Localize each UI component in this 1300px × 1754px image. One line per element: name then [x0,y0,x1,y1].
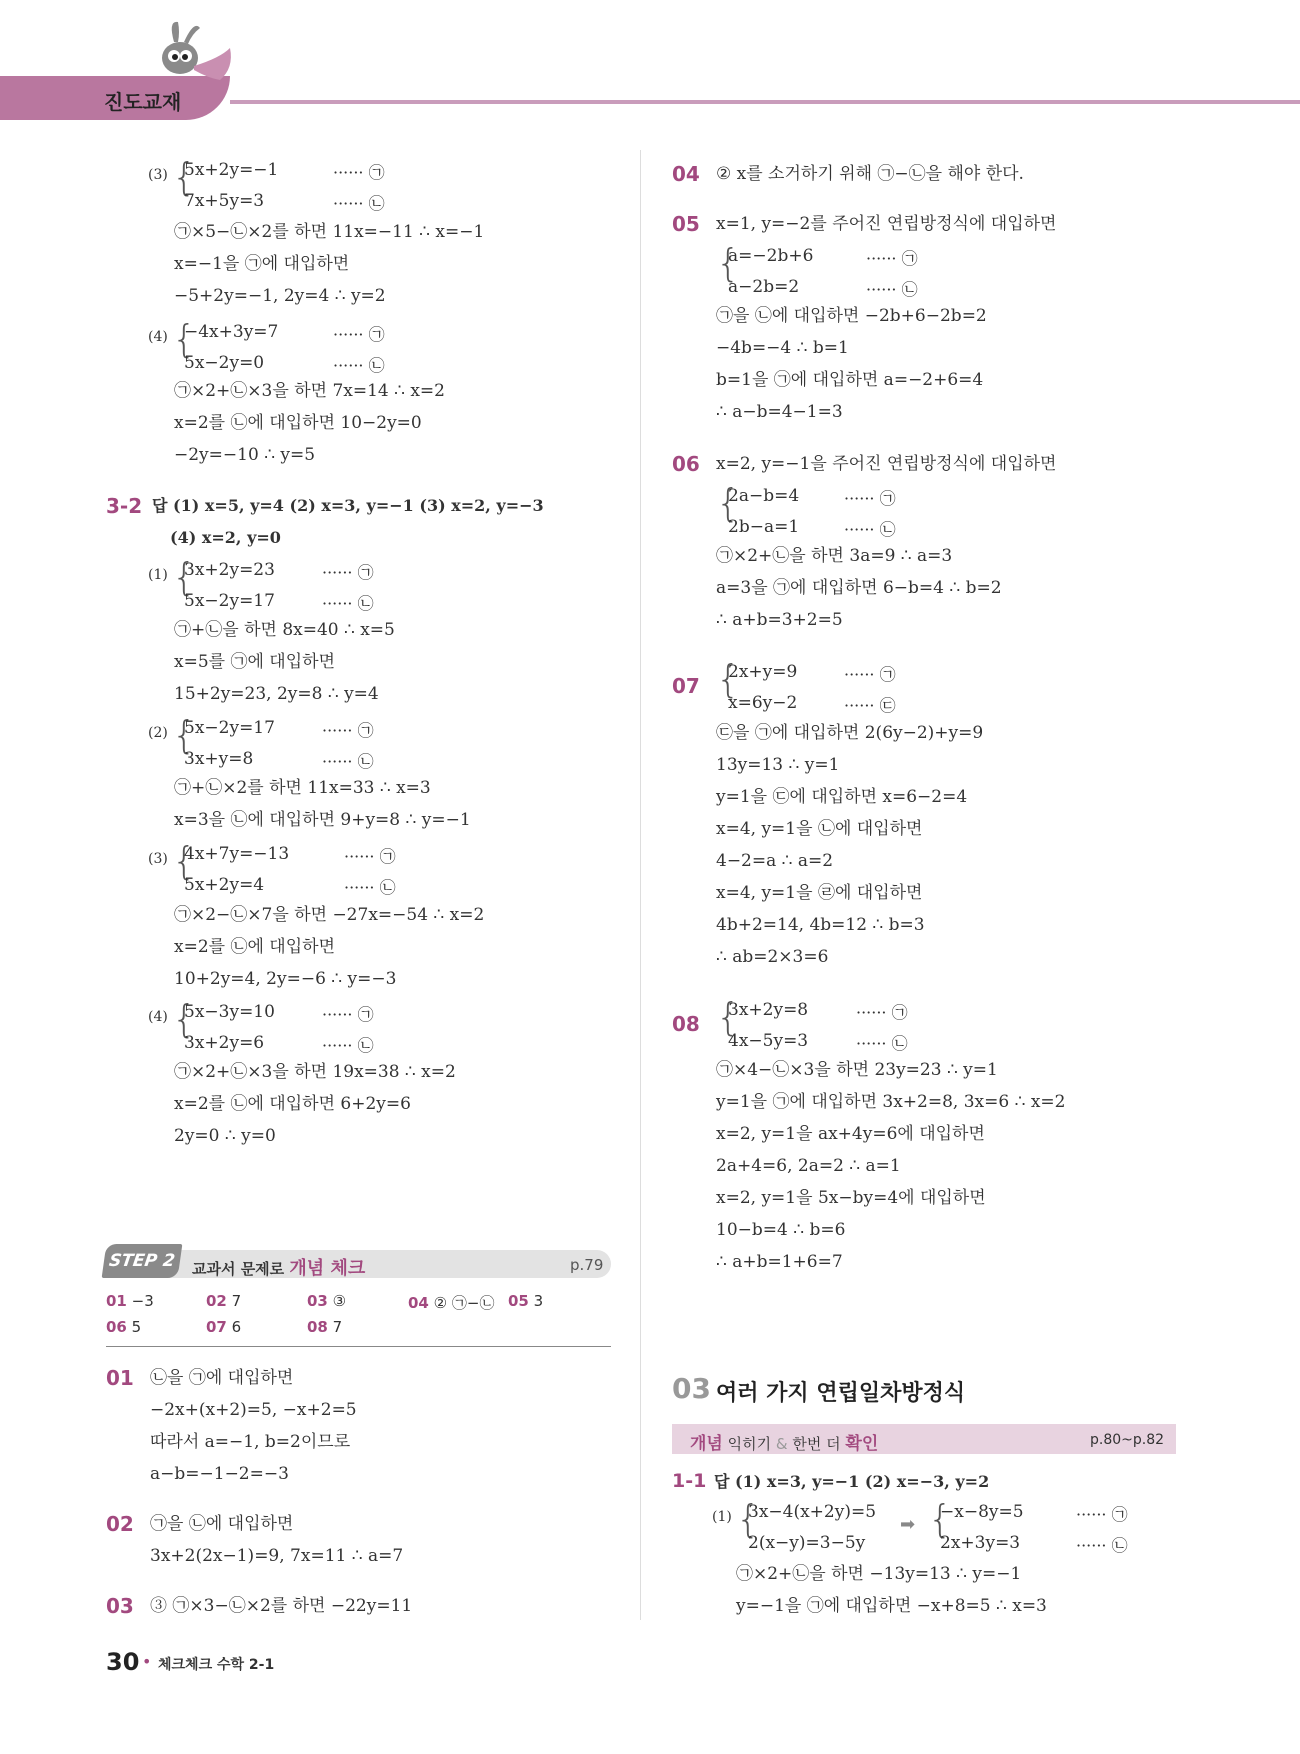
solution-line: ㉠을 ㉡에 대입하면 −2b+6−2b=2 [716,306,987,326]
equation: 5x+2y=−1 [184,160,279,180]
answer-key-value: 3 [533,1292,544,1310]
equation: 7x+5y=3 [184,191,265,211]
equation-tag: ······ ㉡ [1076,1536,1128,1555]
equation: 5x−3y=10 [184,1002,275,1022]
problem-number: 3-2 [106,494,143,518]
solution-line: x=2, y=−1을 주어진 연립방정식에 대입하면 [716,454,1057,474]
solution-line: ㉠을 ㉡에 대입하면 [150,1514,294,1534]
item-label: (3) [148,167,168,183]
answer-line: 답 (1) x=5, y=4 (2) x=3, y=−1 (3) x=2, y=−3 [152,496,544,515]
equation-tag: ······ ㉡ [322,594,374,613]
solution-line: −2x+(x+2)=5, −x+2=5 [150,1400,357,1420]
solution-line: x=2를 ㉡에 대입하면 [174,937,335,957]
item-label: (2) [148,725,168,741]
item-label: (1) [712,1509,732,1525]
answer-key-row [206,1318,241,1336]
concept-text: 익히기 [727,1435,772,1453]
solution-line: −4b=−4 ∴ b=1 [716,338,849,358]
solution-line: 2a+4=6, 2a=2 ∴ a=1 [716,1156,901,1176]
step2-title-highlight: 개념 체크 [289,1258,366,1279]
left-brace: { [172,317,197,361]
concept-page-ref: p.80~p.82 [1090,1432,1165,1448]
solution-line: x=2, y=1을 ax+4y=6에 대입하면 [716,1124,985,1144]
equation: 3x+2y=23 [184,560,275,580]
solution-line: 4−2=a ∴ a=2 [716,851,834,871]
equation: −4x+3y=7 [184,322,279,342]
concept-amp: & [775,1435,788,1453]
item-label: (4) [148,329,168,345]
answer-key-value: 7 [231,1292,242,1310]
item-label: (3) [148,851,168,867]
answer-key-number: 03 [307,1292,328,1310]
equation: 4x+7y=−13 [184,844,290,864]
equation-tag: ······ ㉠ [844,665,896,684]
solution-line: x=1, y=−2를 주어진 연립방정식에 대입하면 [716,214,1057,234]
step2-title-prefix: 교과서 문제로 [192,1260,285,1278]
equation: x=6y−2 [728,693,798,713]
left-brace: { [172,997,197,1041]
equation: 2x+y=9 [728,662,798,682]
answer-key-value: 7 [332,1318,343,1336]
equation-tag: ······ ㉡ [333,356,385,375]
solution-line: 2y=0 ∴ y=0 [174,1126,276,1146]
answer-key-number: 07 [206,1318,227,1336]
equation-tag: ······ ㉠ [1076,1505,1128,1524]
equation: 2x+3y=3 [940,1533,1021,1553]
equation-tag: ······ ㉠ [344,847,396,866]
answer-key-number: 06 [106,1318,127,1336]
page-number: 30 [106,1648,140,1676]
equation: 5x−2y=17 [184,718,275,738]
solution-line: ㉠+㉡을 하면 8x=40 ∴ x=5 [174,620,395,640]
solution-line: ② x를 소거하기 위해 ㉠−㉡을 해야 한다. [716,164,1024,184]
answer-key-rule [106,1346,611,1347]
solution-line: 13y=13 ∴ y=1 [716,755,840,775]
equation-tag: ······ ㉠ [866,249,918,268]
equation: 5x−2y=0 [184,353,265,373]
concept-bar-title [690,1429,878,1454]
problem-number: 02 [106,1512,134,1536]
solution-line: ㉢을 ㉠에 대입하면 2(6y−2)+y=9 [716,723,984,743]
solution-line: y=−1을 ㉠에 대입하면 −x+8=5 ∴ x=3 [736,1596,1047,1616]
left-brace: { [716,241,741,285]
solution-line: x=2를 ㉡에 대입하면 10−2y=0 [174,413,422,433]
solution-line: 10+2y=4, 2y=−6 ∴ y=−3 [174,969,397,989]
equation-tag: ······ ㉠ [322,1005,374,1024]
solution-line: x=2, y=1을 5x−by=4에 대입하면 [716,1188,986,1208]
answer-key-value: −3 [131,1292,154,1310]
answer-key-number: 04 [408,1294,429,1312]
left-brace: { [716,657,741,701]
problem-number: 08 [672,1012,700,1036]
equation-tag: ······ ㉡ [322,752,374,771]
solution-line: −2y=−10 ∴ y=5 [174,445,316,465]
equation-tag: ······ ㉠ [322,721,374,740]
equation-tag: ······ ㉢ [844,696,896,715]
solution-line: b=1을 ㉠에 대입하면 a=−2+6=4 [716,370,984,390]
equation: a−2b=2 [728,277,800,297]
equation: a=−2b+6 [728,246,814,266]
problem-number: 06 [672,452,700,476]
solution-line: x=−1을 ㉠에 대입하면 [174,254,350,274]
step2-page-ref: p.79 [570,1256,604,1274]
concept-highlight: 개념 [690,1434,723,1454]
solution-line: x=2를 ㉡에 대입하면 6+2y=6 [174,1094,411,1114]
equation-tag: ······ ㉡ [344,878,396,897]
equation-tag: ······ ㉡ [322,1036,374,1055]
equation-tag: ······ ㉠ [844,489,896,508]
solution-line: ㉠×5−㉡×2를 하면 11x=−11 ∴ x=−1 [174,222,485,242]
solution-line: ∴ a+b=1+6=7 [716,1252,843,1272]
answer-key-row [106,1318,141,1336]
problem-number: 07 [672,674,700,698]
step2-badge: STEP 2 [102,1244,183,1278]
section-title: 여러 가지 연립일차방정식 [716,1381,966,1406]
answer-key-value: 6 [231,1318,242,1336]
answer-key-row [106,1292,154,1310]
solution-line: y=1을 ㉠에 대입하면 3x+2=8, 3x=6 ∴ x=2 [716,1092,1066,1112]
book-title: 체크체크 수학 2-1 [158,1657,275,1673]
equation-tag: ······ ㉠ [322,563,374,582]
equation: 3x+2y=8 [728,1000,809,1020]
answer-key-number: 08 [307,1318,328,1336]
solution-line: ㉡을 ㉠에 대입하면 [150,1368,294,1388]
answer-key-row [508,1292,543,1310]
left-brace: { [716,481,741,525]
solution-line: ㉠×2+㉡을 하면 −13y=13 ∴ y=−1 [736,1564,1022,1584]
solution-line: 10−b=4 ∴ b=6 [716,1220,846,1240]
answer-line: 답 (1) x=3, y=−1 (2) x=−3, y=2 [714,1472,990,1491]
step2-title [192,1254,365,1280]
column-divider [640,150,641,1620]
answer-key-value: ② ㉠−㉡ [433,1294,495,1312]
answer-key-row [307,1318,342,1336]
equation: 4x−5y=3 [728,1031,809,1051]
equation: 3x+y=8 [184,749,254,769]
problem-number: 03 [106,1594,134,1618]
left-brace: { [716,995,741,1039]
solution-line: ∴ ab=2×3=6 [716,947,829,967]
equation-tag: ······ ㉡ [333,194,385,213]
equation-tag: ······ ㉡ [866,280,918,299]
section-number: 03 [672,1372,711,1405]
left-brace: { [172,839,197,883]
solution-line: −5+2y=−1, 2y=4 ∴ y=2 [174,286,386,306]
equation: 3x+2y=6 [184,1033,265,1053]
solution-line: 4b+2=14, 4b=12 ∴ b=3 [716,915,925,935]
rabbit-mascot-icon [150,18,240,88]
concept-text: 한번 더 [792,1435,841,1453]
equation: 2(x−y)=3−5y [748,1533,866,1553]
equation-tag: ······ ㉠ [856,1003,908,1022]
solution-line: 15+2y=23, 2y=8 ∴ y=4 [174,684,379,704]
solution-line: x=5를 ㉠에 대입하면 [174,652,335,672]
equation: 2a−b=4 [728,486,800,506]
solution-line: ㉠×2+㉡을 하면 3a=9 ∴ a=3 [716,546,953,566]
equation: 3x−4(x+2y)=5 [748,1502,877,1522]
item-label: (4) [148,1009,168,1025]
equation: 5x−2y=17 [184,591,275,611]
concept-highlight: 확인 [845,1434,879,1454]
solution-line: x=4, y=1을 ㉡에 대입하면 [716,819,923,839]
arrow-right-icon: ➡ [900,1514,916,1535]
solution-line: a−b=−1−2=−3 [150,1464,289,1484]
chapter-tab-label: 진도교재 [104,90,182,114]
solution-line: 3x+2(2x−1)=9, 7x=11 ∴ a=7 [150,1546,404,1566]
item-label: (1) [148,567,168,583]
solution-line: ㉠×2+㉡×3을 하면 7x=14 ∴ x=2 [174,381,445,401]
solution-line: x=3을 ㉡에 대입하면 9+y=8 ∴ y=−1 [174,810,471,830]
solution-line: ㉠×2+㉡×3을 하면 19x=38 ∴ x=2 [174,1062,456,1082]
answer-key-number: 02 [206,1292,227,1310]
left-brace: { [172,713,197,757]
header-rule [230,100,1300,104]
equation-tag: ······ ㉡ [856,1034,908,1053]
left-brace: { [172,155,197,199]
answer-key-value: ③ [332,1292,347,1310]
equation: 5x+2y=4 [184,875,265,895]
left-brace: { [736,1497,761,1541]
solution-line: ③ ㉠×3−㉡×2를 하면 −22y=11 [150,1596,413,1616]
answer-key-row [408,1292,494,1313]
solution-line: x=4, y=1을 ㉣에 대입하면 [716,883,923,903]
answer-key-value: 5 [131,1318,142,1336]
footer-bullet: • [142,1652,152,1671]
solution-line: ㉠×4−㉡×3을 하면 23y=23 ∴ y=1 [716,1060,998,1080]
left-brace: { [172,555,197,599]
solution-line: a=3을 ㉠에 대입하면 6−b=4 ∴ b=2 [716,578,1002,598]
answer-key-row [206,1292,241,1310]
equation-tag: ······ ㉠ [333,163,385,182]
solution-line: 따라서 a=−1, b=2이므로 [150,1432,351,1452]
equation-tag: ······ ㉡ [844,520,896,539]
left-brace: { [928,1497,953,1541]
answer-line: (4) x=2, y=0 [170,528,281,547]
solution-line: y=1을 ㉢에 대입하면 x=6−2=4 [716,787,968,807]
solution-line: ∴ a+b=3+2=5 [716,610,843,630]
problem-number: 01 [106,1366,134,1390]
solution-line: ㉠×2−㉡×7을 하면 −27x=−54 ∴ x=2 [174,905,485,925]
answer-key-number: 01 [106,1292,127,1310]
equation: 2b−a=1 [728,517,800,537]
solution-line: ㉠+㉡×2를 하면 11x=33 ∴ x=3 [174,778,431,798]
equation: −x−8y=5 [940,1502,1024,1522]
answer-key-number: 05 [508,1292,529,1310]
answer-key-row [307,1292,346,1310]
problem-number: 05 [672,212,700,236]
problem-number: 1-1 [672,1470,707,1492]
equation-tag: ······ ㉠ [333,325,385,344]
solution-line: ∴ a−b=4−1=3 [716,402,843,422]
problem-number: 04 [672,162,700,186]
